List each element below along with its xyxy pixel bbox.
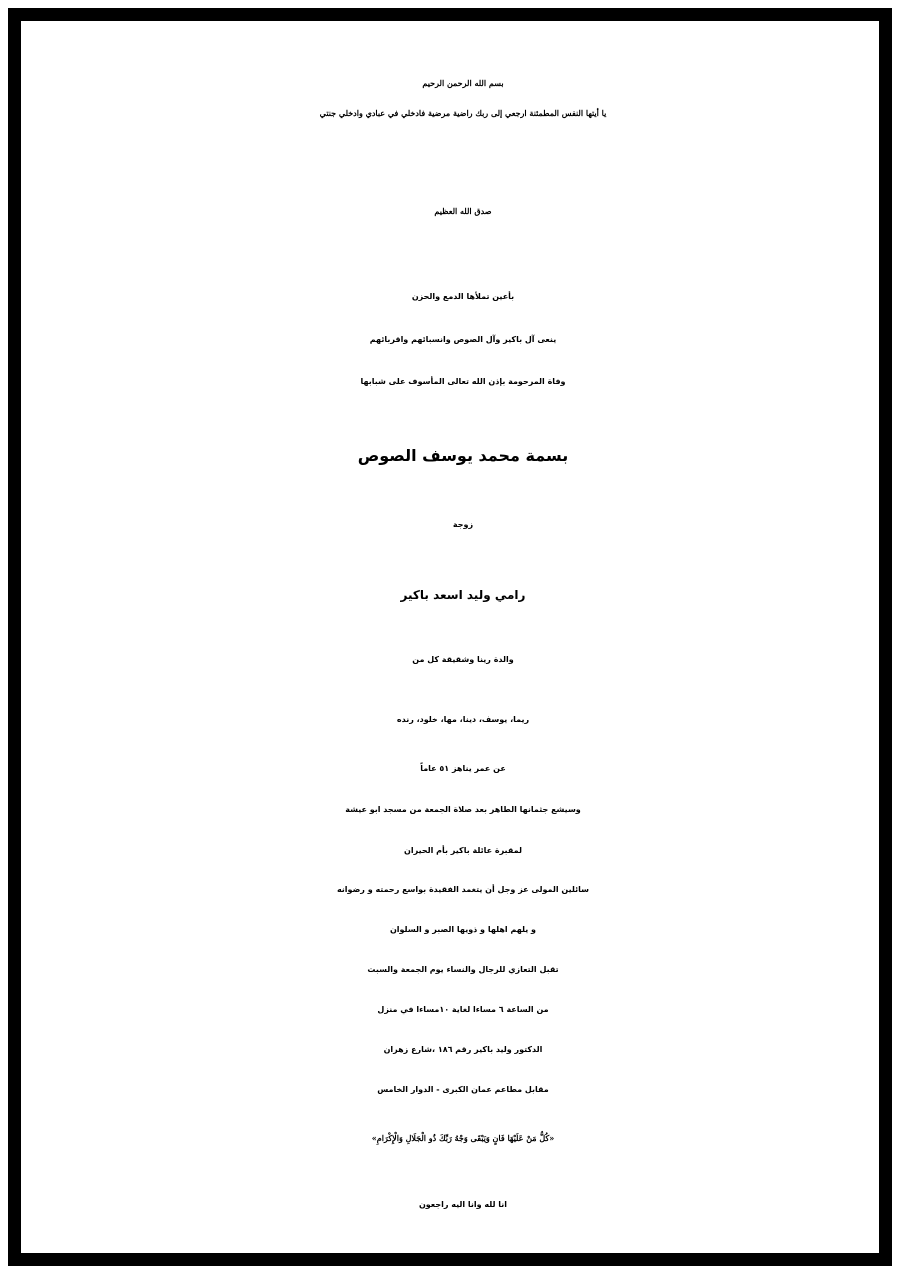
funeral-line-1: وسيشع جثمانها الطاهر بعد صلاة الجمعة من مسجد ابو عيشة <box>345 805 581 814</box>
prayer-line-2: و يلهم اهلها و ذويها الصبر و السلوان <box>389 925 537 934</box>
intro-line-2: ينعى آل باكير وآل الصوص وانسبائهم واقربائهم <box>369 335 557 344</box>
intro-line-3: وفاة المرحومة بإذن الله تعالى المأسوف على شبابها <box>360 377 566 386</box>
address-line-2: مقابل مطاعم عمان الكبرى - الدوار الخامس <box>377 1085 549 1094</box>
siblings-list: ريما، يوسف، دينا، مها، خلود، رنده <box>396 715 530 724</box>
final-phrase: انا لله وانا اليه راجعون <box>418 1200 508 1209</box>
address-line-1: الدكتور وليد باكير رقم ١٨٦ ،شارع زهران <box>383 1045 543 1054</box>
quran-verse-calligraphy: يا أيتها النفس المطمئنة ارجعي إلى ربك راضية مرضية فادخلي في عبادي وادخلي جنتي <box>319 108 607 118</box>
age-line: عن عمر يناهز ٥١ عاماً <box>420 764 506 773</box>
wife-label: زوجة <box>452 520 474 529</box>
condolence-line-2: من الساعة ٦ مساءا لغاية ١٠مساءا في منزل <box>377 1005 549 1014</box>
obituary-frame <box>8 8 892 1266</box>
prayer-line-1: سائلين المولى عز وجل أن يتغمد الفقيدة بواسع رحمته و رضوانه <box>336 885 590 894</box>
deceased-name: بسمة محمد يوسف الصوص <box>357 446 569 465</box>
mother-line: والدة رينا وشقيقة كل من <box>412 655 514 664</box>
basmala: بسم الله الرحمن الرحيم <box>422 78 504 88</box>
husband-name: رامي وليد اسعد باكير <box>400 588 526 602</box>
sadaq-allah: صدق الله العظيم <box>434 206 492 216</box>
closing-verse: «كُلُّ مَنْ عَلَيْهَا فَانٍ وَيَبْقَى وَجْهُ رَبِّكَ ذُو الْجَلَالِ وَالْإِكْرَامِ» <box>371 1133 555 1143</box>
intro-line-1: بأعين تملأها الدمع والحزن <box>411 292 515 301</box>
funeral-line-2: لمقبرة عائلة باكير بأم الحيران <box>404 846 522 855</box>
condolence-line-1: تقبل التعازي للرجال والنساء يوم الجمعة والسبت <box>367 965 559 974</box>
